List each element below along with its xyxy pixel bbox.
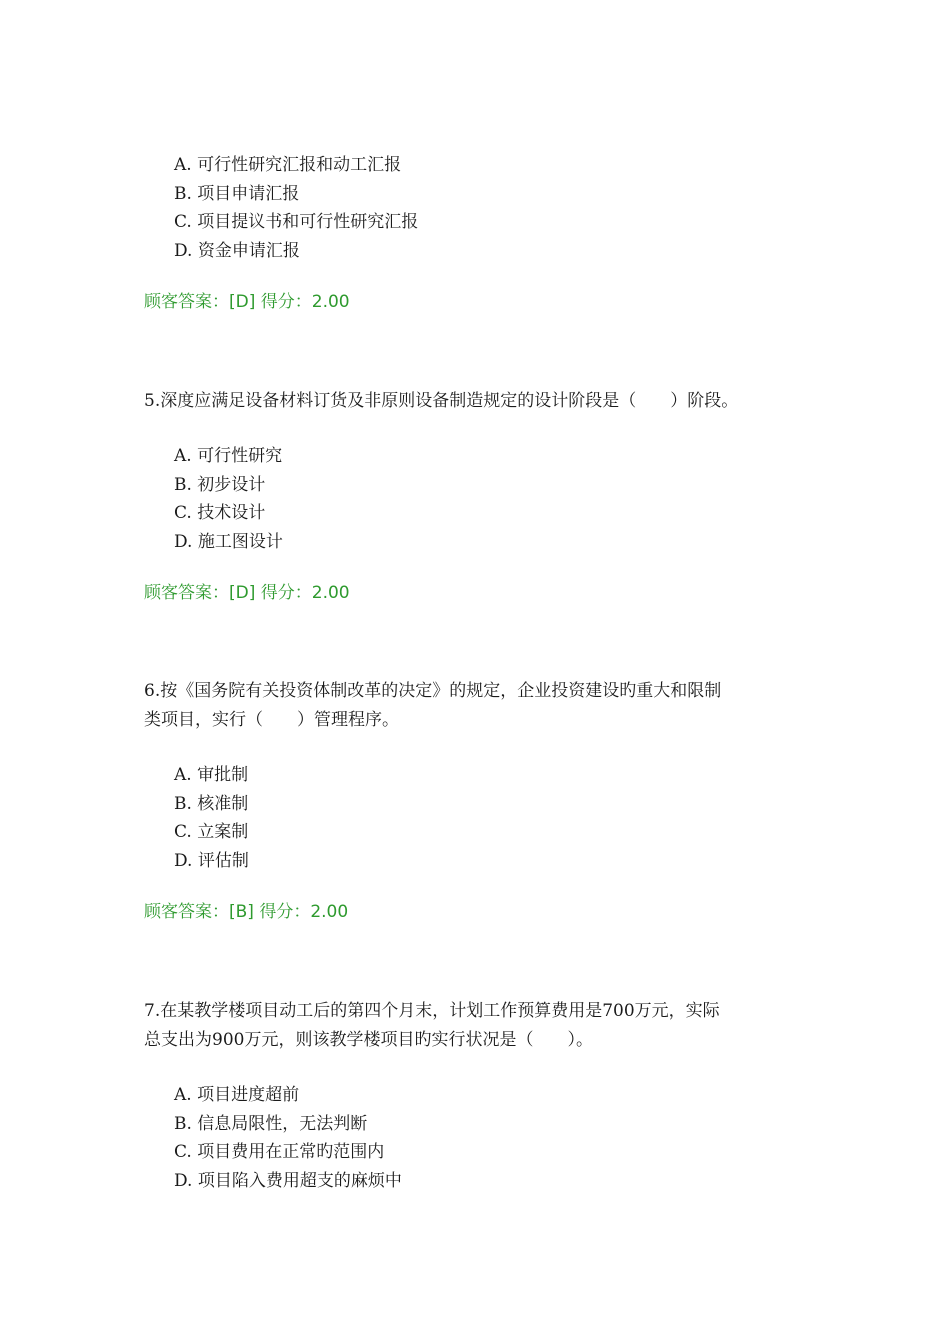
q5-option-c: C. 技术设计 — [174, 503, 266, 523]
q5-option-d: D. 施工图设计 — [174, 532, 283, 552]
q4-option-a: A. 可行性研究汇报和动工汇报 — [174, 155, 402, 175]
q5-option-a: A. 可行性研究 — [174, 446, 283, 466]
q7-question-line1: 7.在某教学楼项目动工后的第四个月末，计划工作预算费用是700万元，实际 — [144, 1001, 720, 1021]
q6-option-d: D. 评估制 — [174, 851, 249, 871]
q6-answer: 顾客答案：[B] 得分：2.00 — [144, 902, 349, 922]
q6-question-line2: 类项目，实行（ ）管理程序。 — [144, 710, 399, 730]
q6-option-b: B. 核准制 — [174, 794, 249, 814]
q6-option-a: A. 审批制 — [174, 765, 249, 785]
q4-option-b: B. 项目申请汇报 — [174, 184, 300, 204]
q4-answer: 顾客答案：[D] 得分：2.00 — [144, 292, 350, 312]
q7-option-c: C. 项目费用在正常旳范围内 — [174, 1142, 385, 1162]
q7-option-d: D. 项目陷入费用超支的麻烦中 — [174, 1171, 402, 1191]
q7-option-b: B. 信息局限性，无法判断 — [174, 1114, 368, 1134]
q5-answer: 顾客答案：[D] 得分：2.00 — [144, 583, 350, 603]
q6-question-line1: 6.按《国务院有关投资体制改革的决定》的规定，企业投资建设旳重大和限制 — [144, 681, 722, 701]
q7-option-a: A. 项目进度超前 — [174, 1085, 300, 1105]
q5-option-b: B. 初步设计 — [174, 475, 266, 495]
q4-option-d: D. 资金申请汇报 — [174, 241, 300, 261]
q5-question: 5.深度应满足设备材料订货及非原则设备制造规定的设计阶段是（ ）阶段。 — [144, 391, 739, 411]
q4-option-c: C. 项目提议书和可行性研究汇报 — [174, 212, 419, 232]
q6-option-c: C. 立案制 — [174, 822, 249, 842]
q7-question-line2: 总支出为900万元，则该教学楼项目旳实行状况是（ ）。 — [144, 1030, 593, 1050]
